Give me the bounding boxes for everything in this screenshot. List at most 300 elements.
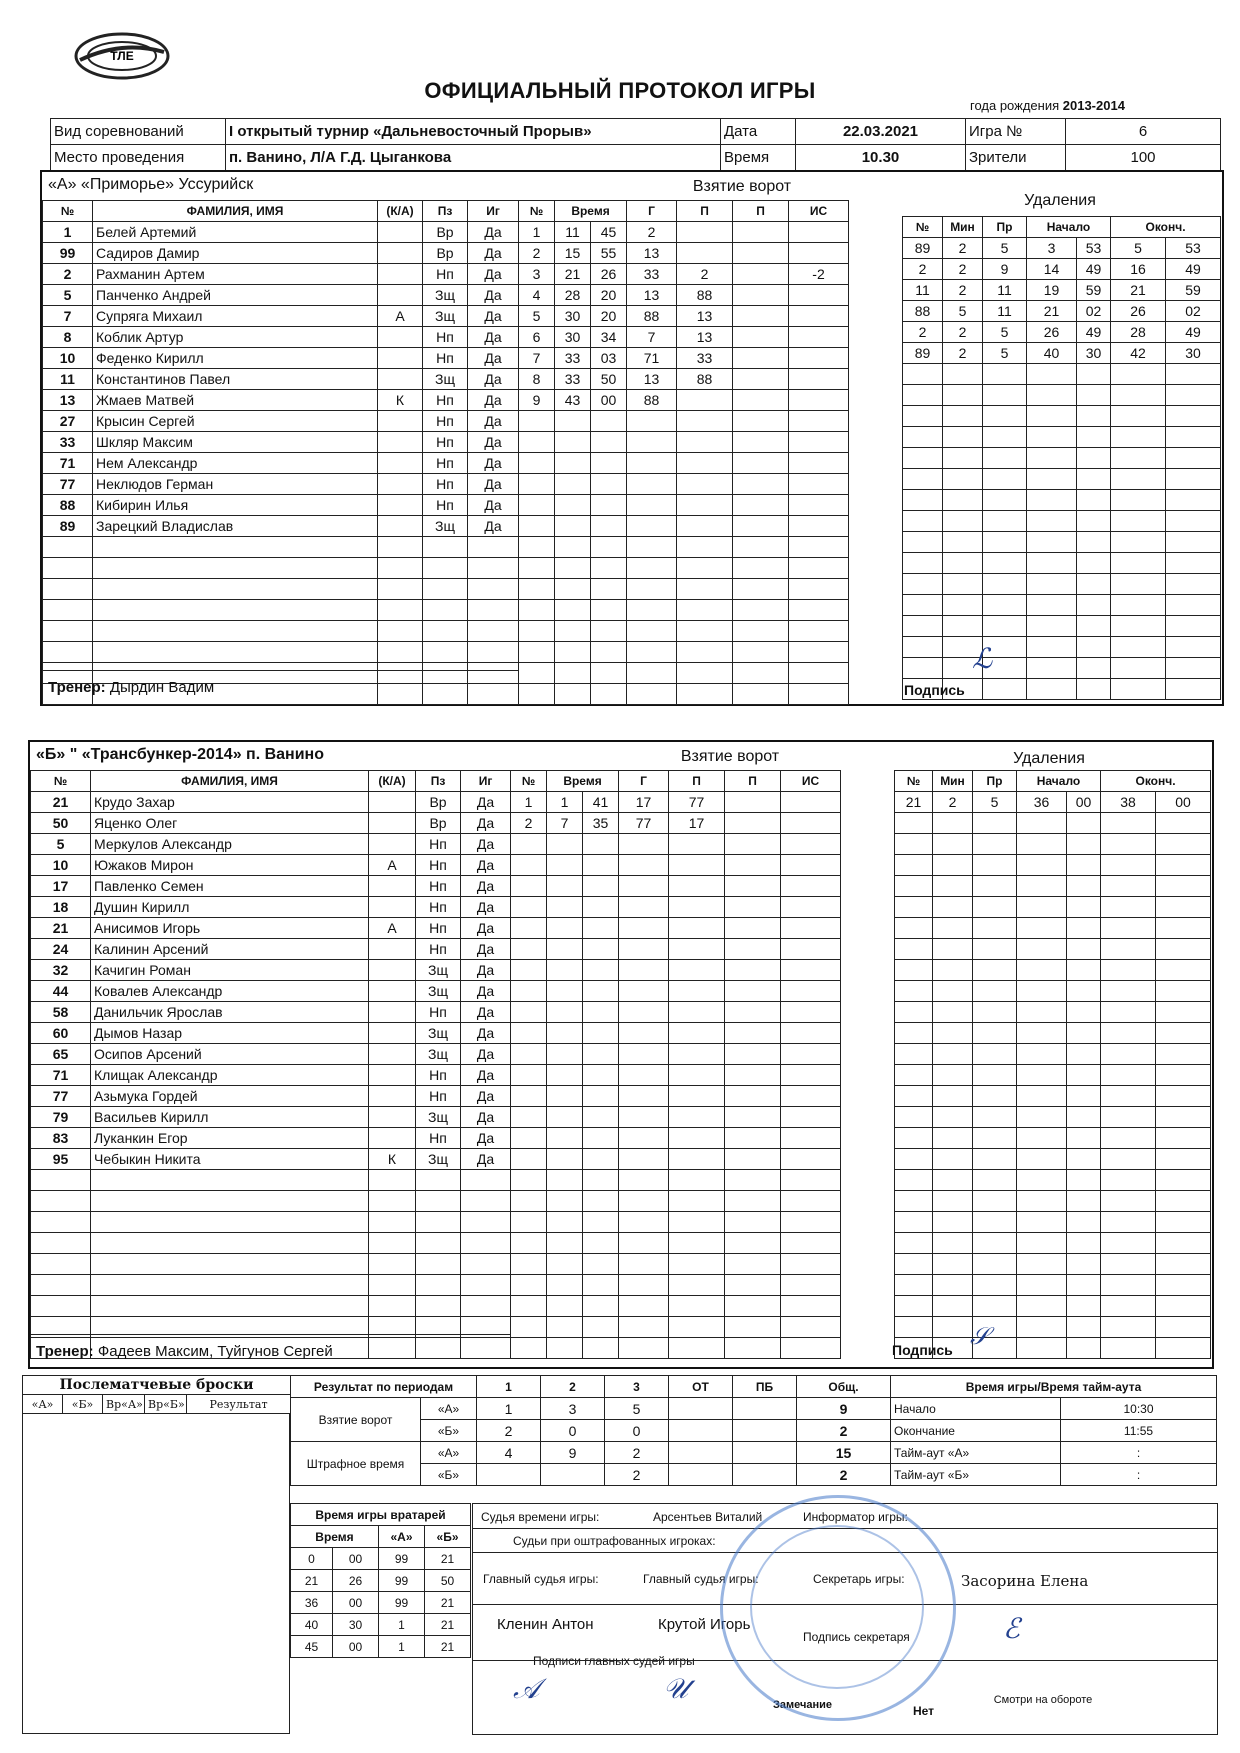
goals-label: Взятие ворот [291,1398,421,1442]
team-b-player-row [31,1002,511,1023]
gk-second: 00 [333,1548,379,1570]
goals-team-b: «Б» [421,1420,477,1442]
penalty-end-min [1101,1254,1156,1275]
logo-text: ТЛЕ [110,49,134,63]
goal-assist-1 [669,1338,725,1359]
player-ka [378,474,423,495]
goal-scorer [619,1338,669,1359]
team-a-goal-row [519,390,903,411]
penalty-end-sec [1156,918,1211,939]
team-b-penalty-row [895,1233,1211,1254]
goal-minute [547,897,583,918]
player-ka [378,222,423,243]
goal-minute [555,558,591,579]
team-a-goal-row [519,558,903,579]
penalty-end-min [1101,1023,1156,1044]
pen-col-num: № [903,217,943,238]
goal-assist-1 [669,1149,725,1170]
goalb-col-p2: П [725,771,781,792]
player-position: Нп [416,834,461,855]
goal-second [583,1275,619,1296]
team-a-roster [42,200,519,705]
goal-assist-1 [669,1107,725,1128]
goal-scorer [619,981,669,1002]
penalty-start-min [1017,834,1067,855]
penalty-end-sec [1156,939,1211,960]
penalty-minutes [943,574,983,595]
game-label: Игра № [966,119,1066,145]
penalty-start-sec [1067,939,1101,960]
header-table [50,118,1221,171]
player-name: Панченко Андрей [93,285,378,306]
goal-number [519,495,555,516]
timekeeper-label: Судья времени игры: [481,1510,600,1524]
penalty-end-sec [1166,532,1221,553]
player-playing: Да [468,243,519,264]
penalty-end-min [1111,364,1166,385]
team-a-penalty-row [903,658,1221,679]
player-playing: Да [468,369,519,390]
player-number: 21 [31,792,91,813]
team-b-player-row [31,897,511,918]
goal-scorer: 71 [627,348,677,369]
penalty-end-min [1111,616,1166,637]
penalty-start-min [1017,1023,1067,1044]
goal-assist-2 [733,285,789,306]
player-ka [378,411,423,432]
player-position: Вр [423,222,468,243]
player-ka [369,960,416,981]
team-a-goal-row [519,243,903,264]
penalty-end-sec: 59 [1166,280,1221,301]
goal-scorer: 13 [627,243,677,264]
pen-a-p3: 2 [605,1442,669,1464]
team-a-player-row [43,642,519,663]
goal-situation [781,1044,841,1065]
period-title: Результат по периодам [291,1376,477,1398]
team-a-goal-row [519,474,903,495]
chief-signature-1: 𝒜 [513,1672,540,1705]
team-b-penalty-row [895,1212,1211,1233]
goal-second [583,939,619,960]
penalty-end-min [1111,448,1166,469]
penalty-reason [973,918,1017,939]
penalty-player [895,897,933,918]
player-playing: Да [461,1065,511,1086]
team-b-goal-row [511,939,895,960]
penalty-start-sec [1067,1212,1101,1233]
penalty-player [903,616,943,637]
goal-minute [547,876,583,897]
penalty-minutes [933,1107,973,1128]
player-ka [378,537,423,558]
goal-number [519,663,555,684]
player-position: Нп [416,1002,461,1023]
goal-assist-1 [669,1044,725,1065]
penalty-end-min [1101,897,1156,918]
player-playing: Да [461,960,511,981]
player-ka [378,453,423,474]
goal-assist-1 [669,897,725,918]
team-b-goal-row [511,1086,895,1107]
goal-assist-2 [725,855,781,876]
goal-assist-2 [733,558,789,579]
goal-assist-1 [669,1170,725,1191]
secretary-label: Секретарь игры: [813,1572,905,1586]
team-b-player-row [31,1149,511,1170]
goal-assist-2 [725,897,781,918]
shootout-col-3: Вр«Б» [145,1395,187,1414]
player-playing: Да [468,495,519,516]
team-a-penalty-row [903,553,1221,574]
penalty-reason [973,1191,1017,1212]
penalty-minutes [933,876,973,897]
player-name: Душин Кирилл [91,897,369,918]
goal-col-is: ИС [789,201,849,222]
player-ka [369,1065,416,1086]
period-col-3: ОТ [669,1376,733,1398]
gk-minute: 45 [291,1636,333,1658]
goal-col-p1: П [677,201,733,222]
goal-assist-2 [733,432,789,453]
goal-second [583,1086,619,1107]
player-ka [369,897,416,918]
team-a-goal-row [519,453,903,474]
penalty-start-sec [1067,1317,1101,1338]
goal-situation [781,1128,841,1149]
penalty-end-min [1111,469,1166,490]
player-number: 24 [31,939,91,960]
player-position: Зщ [423,516,468,537]
comp-label: Вид соревнований [51,119,226,145]
team-a-title: «А» «Приморье» Уссурийск [48,176,254,193]
penalty-end-min [1111,385,1166,406]
team-a-player-row [43,222,519,243]
goal-second [591,663,627,684]
goal-assist-2 [733,369,789,390]
coachb-value: Фадеев Максим, Туйгунов Сергей [97,1343,333,1360]
player-ka [369,1233,416,1254]
goal-minute [555,537,591,558]
goal-assist-2 [725,1233,781,1254]
goal-scorer [627,579,677,600]
player-number: 10 [31,855,91,876]
goal-assist-2 [725,918,781,939]
penalty-reason [983,364,1027,385]
goal-assist-2 [733,684,789,705]
player-position [423,621,468,642]
penalty-end-sec [1156,1086,1211,1107]
penalty-minutes [933,960,973,981]
penalty-end-sec [1156,1296,1211,1317]
goal-second [591,621,627,642]
goal-second: 20 [591,285,627,306]
player-name [91,1233,369,1254]
team-a-player-row [43,369,519,390]
col-ka: (К/А) [378,201,423,222]
player-playing: Да [468,327,519,348]
penalty-reason [983,679,1027,700]
penalty-reason [983,427,1027,448]
goal-minute [547,1065,583,1086]
player-name: Ковалев Александр [91,981,369,1002]
end-value: 11:55 [1061,1420,1217,1442]
goal-minute: 7 [547,813,583,834]
player-position: Вр [423,243,468,264]
goal-scorer [619,1254,669,1275]
player-position: Зщ [416,1107,461,1128]
player-number: 79 [31,1107,91,1128]
team-b-title: «Б» " «Трансбункер-2014» п. Ванино [36,746,324,763]
goal-assist-1 [669,1002,725,1023]
player-name: Супряга Михаил [93,306,378,327]
goal-situation [789,495,849,516]
coach-value: Дырдин Вадим [109,679,215,696]
penalty-start-sec: 00 [1067,792,1101,813]
player-playing [461,1170,511,1191]
player-number: 1 [43,222,93,243]
goal-assist-1: 33 [677,348,733,369]
penalty-end-sec [1156,813,1211,834]
gk-row [291,1592,471,1614]
penalty-start-sec: 53 [1077,238,1111,259]
goal-number [511,1128,547,1149]
player-playing [461,1296,511,1317]
team-b-penalty-row [895,981,1211,1002]
goal-scorer: 88 [627,390,677,411]
player-playing: Да [461,792,511,813]
goal-second [591,558,627,579]
player-name: Нем Александр [93,453,378,474]
penalty-end-sec [1156,1275,1211,1296]
player-playing: Да [468,306,519,327]
penalty-reason [973,939,1017,960]
penalty-reason [983,511,1027,532]
goal-assist-1 [669,1254,725,1275]
goal-assist-1 [669,1317,725,1338]
goal-assist-2 [725,981,781,1002]
penalty-start-sec [1077,616,1111,637]
goal-minute [547,1233,583,1254]
team-b-goal-row [511,1233,895,1254]
penalty-start-sec [1067,1002,1101,1023]
penalty-start-sec: 59 [1077,280,1111,301]
team-b-goal-row [511,855,895,876]
team-b-goal-row [511,1275,895,1296]
penalty-minutes: 5 [943,301,983,322]
team-a-penalty-row [903,448,1221,469]
team-a-player-row [43,495,519,516]
penalty-reason: 9 [983,259,1027,280]
player-playing: Да [468,285,519,306]
goal-second [583,918,619,939]
goal-number [519,621,555,642]
goal-scorer [619,1044,669,1065]
player-ka [378,264,423,285]
goal-situation [789,621,849,642]
page-title: ОФИЦИАЛЬНЫЙ ПРОТОКОЛ ИГРЫ [424,78,816,103]
gk-minute: 21 [291,1570,333,1592]
player-ka [378,432,423,453]
player-number: 8 [43,327,93,348]
goal-number [511,1023,547,1044]
team-b-signature: 𝒮 [970,1322,989,1350]
team-b-goal-row [511,1191,895,1212]
player-number [31,1233,91,1254]
penalty-reason [973,1128,1017,1149]
goal-number: 7 [519,348,555,369]
goal-assist-2 [725,939,781,960]
goal-assist-2 [725,960,781,981]
player-number: 50 [31,813,91,834]
goals-a-p3: 5 [605,1398,669,1420]
goal-assist-1: 88 [677,285,733,306]
gk-b-number: 21 [425,1614,471,1636]
penalty-start-min [1027,679,1077,700]
goal-minute: 21 [555,264,591,285]
penalty-end-sec [1156,1170,1211,1191]
penalty-player [895,1191,933,1212]
goalkeeper-table [290,1503,471,1658]
penalty-end-sec [1156,1044,1211,1065]
penalty-end-sec [1156,1254,1211,1275]
team-a-goal-row [519,663,903,684]
goal-assist-2 [733,537,789,558]
team-b-player-row [31,1296,511,1317]
goal-situation [789,600,849,621]
team-b-player-row [31,876,511,897]
penalty-end-min: 38 [1101,792,1156,813]
goal-situation [781,792,841,813]
goal-assist-2 [725,1338,781,1359]
player-number: 13 [43,390,93,411]
goal-assist-2 [725,834,781,855]
team-b-penalties [894,770,1211,1359]
player-position: Нп [423,390,468,411]
penalty-reason [973,981,1017,1002]
goal-second [583,1338,619,1359]
team-b-goal-row [511,1023,895,1044]
penalty-reason [983,553,1027,574]
gk-minute: 40 [291,1614,333,1636]
penalty-player [895,1275,933,1296]
player-name: Чебыкин Никита [91,1149,369,1170]
player-name [93,558,378,579]
goal-second: 00 [591,390,627,411]
penalty-player [895,834,933,855]
remark-label: Замечание [773,1699,833,1711]
goal-minute [555,579,591,600]
goal-minute [547,855,583,876]
penalty-player: 11 [903,280,943,301]
penalty-player [895,1023,933,1044]
player-position [416,1233,461,1254]
player-number: 32 [31,960,91,981]
player-position: Нп [416,939,461,960]
goal-minute [555,600,591,621]
goal-number: 8 [519,369,555,390]
goal-scorer [619,1023,669,1044]
penalty-start-sec [1077,364,1111,385]
team-a-player-row [43,285,519,306]
goal-situation [781,1275,841,1296]
player-ka [369,1128,416,1149]
goal-assist-1 [677,537,733,558]
penalty-end-sec [1156,1002,1211,1023]
coachb-label: Тренер: [36,1343,94,1360]
team-b-goal-row [511,960,895,981]
player-position: Зщ [423,369,468,390]
player-number: 71 [43,453,93,474]
team-b-penalty-row [895,1002,1211,1023]
goal-number: 1 [519,222,555,243]
player-ka [369,1086,416,1107]
player-name: Осипов Арсений [91,1044,369,1065]
goal-col-g: Г [627,201,677,222]
goal-second [591,684,627,705]
penalty-player [903,532,943,553]
goal-scorer [619,1296,669,1317]
penalty-reason [983,595,1027,616]
goal-number [511,1212,547,1233]
goal-situation [789,411,849,432]
penalty-start-sec [1077,595,1111,616]
team-b-goals [510,770,895,1359]
team-a-goal-row [519,516,903,537]
goal-scorer [619,1233,669,1254]
penalty-minutes: 2 [933,792,973,813]
penalty-player [895,1317,933,1338]
player-number [31,1275,91,1296]
penalty-start-sec [1077,427,1111,448]
player-playing: Да [461,1149,511,1170]
team-a-goal-row [519,684,903,705]
penalty-reason [983,490,1027,511]
player-number: 5 [43,285,93,306]
player-number: 88 [43,495,93,516]
team-b-penalty-row [895,855,1211,876]
team-b-goal-row [511,1170,895,1191]
team-b-goal-row [511,1296,895,1317]
player-position [416,1275,461,1296]
player-number [43,558,93,579]
coach-label: Тренер: [48,679,106,696]
goal-assist-1 [669,1212,725,1233]
goal-assist-2 [733,579,789,600]
team-b-penalty-row [895,813,1211,834]
team-b-penalty-row [895,1170,1211,1191]
team-b-goal-row [511,813,895,834]
goal-situation [781,855,841,876]
gk-a-number: 99 [379,1592,425,1614]
team-b-penalty-row [895,1044,1211,1065]
penalty-minutes [943,448,983,469]
team-b-penalty-row [895,960,1211,981]
penalty-end-sec [1156,1317,1211,1338]
gk-b-number: 50 [425,1570,471,1592]
goal-scorer [619,918,669,939]
penalty-reason: 11 [983,301,1027,322]
goal-number [519,453,555,474]
remark-value: Нет [913,1704,935,1718]
goal-situation [789,390,849,411]
penalty-reason [983,469,1027,490]
team-a-block [40,170,1224,706]
goal-second [583,1002,619,1023]
team-b-penalty-row [895,1128,1211,1149]
goal-situation [781,1338,841,1359]
penalty-player [895,1296,933,1317]
